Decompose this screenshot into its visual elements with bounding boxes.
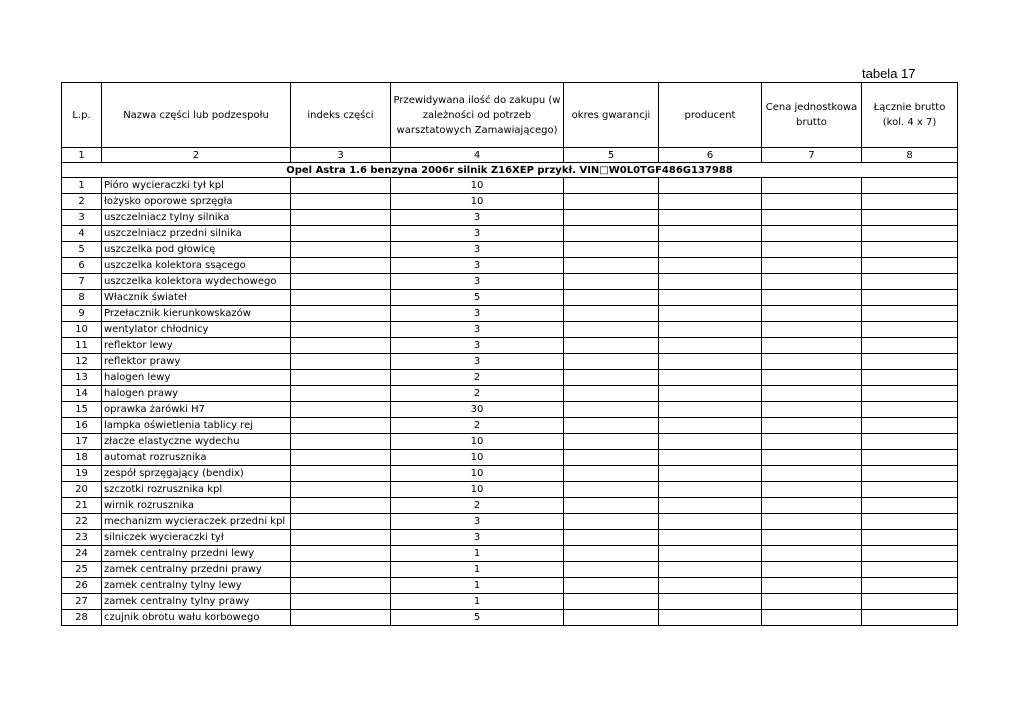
row-unit-price-cell[interactable] [762, 242, 862, 258]
row-total-cell[interactable] [862, 290, 958, 306]
header-producer: producent [659, 83, 762, 148]
row-lp: 19 [62, 466, 102, 482]
row-part-name: mechanizm wycieraczek przedni kpl [102, 514, 291, 530]
row-total-cell[interactable] [862, 274, 958, 290]
row-part-name: czujnik obrotu wału korbowego [102, 610, 291, 626]
row-lp: 24 [62, 546, 102, 562]
row-quantity: 3 [391, 514, 564, 530]
row-quantity: 3 [391, 226, 564, 242]
row-total-cell[interactable] [862, 210, 958, 226]
row-producer-cell[interactable] [659, 546, 762, 562]
row-warranty-cell[interactable] [564, 226, 659, 242]
row-producer-cell[interactable] [659, 242, 762, 258]
row-total-cell[interactable] [862, 514, 958, 530]
row-part-index-cell[interactable] [291, 434, 391, 450]
row-unit-price-cell[interactable] [762, 210, 862, 226]
row-total-cell[interactable] [862, 482, 958, 498]
row-producer-cell[interactable] [659, 226, 762, 242]
row-warranty-cell[interactable] [564, 178, 659, 194]
table-row [62, 514, 958, 530]
column-number-row [62, 148, 958, 163]
row-part-name: uszczelka kolektora wydechowego [102, 274, 291, 290]
row-warranty-cell[interactable] [564, 370, 659, 386]
row-warranty-cell[interactable] [564, 466, 659, 482]
header-part-name: Nazwa części lub podzespołu [102, 83, 291, 148]
row-lp: 6 [62, 258, 102, 274]
row-total-cell[interactable] [862, 402, 958, 418]
row-producer-cell[interactable] [659, 466, 762, 482]
row-unit-price-cell[interactable] [762, 226, 862, 242]
row-part-name: Pióro wycieraczki tył kpl [102, 178, 291, 194]
row-total-cell[interactable] [862, 322, 958, 338]
row-warranty-cell[interactable] [564, 578, 659, 594]
row-part-name: złacze elastyczne wydechu [102, 434, 291, 450]
row-unit-price-cell[interactable] [762, 386, 862, 402]
column-number: 1 [62, 148, 102, 163]
row-producer-cell[interactable] [659, 370, 762, 386]
table-row [62, 610, 958, 626]
row-part-index-cell[interactable] [291, 274, 391, 290]
row-lp: 7 [62, 274, 102, 290]
header-unit-price: Cena jednostkowa brutto [762, 83, 862, 148]
row-unit-price-cell[interactable] [762, 450, 862, 466]
column-number: 2 [102, 148, 291, 163]
row-part-index-cell[interactable] [291, 386, 391, 402]
column-number: 7 [762, 148, 862, 163]
row-total-cell[interactable] [862, 530, 958, 546]
row-part-index-cell[interactable] [291, 562, 391, 578]
row-unit-price-cell[interactable] [762, 402, 862, 418]
row-unit-price-cell[interactable] [762, 434, 862, 450]
row-part-index-cell[interactable] [291, 498, 391, 514]
row-total-cell[interactable] [862, 434, 958, 450]
row-part-index-cell[interactable] [291, 290, 391, 306]
row-producer-cell[interactable] [659, 418, 762, 434]
row-producer-cell[interactable] [659, 210, 762, 226]
row-total-cell[interactable] [862, 258, 958, 274]
row-part-name: oprawka żarówki H7 [102, 402, 291, 418]
row-part-index-cell[interactable] [291, 610, 391, 626]
parts-table [61, 82, 958, 626]
table-row [62, 322, 958, 338]
row-lp: 28 [62, 610, 102, 626]
row-total-cell[interactable] [862, 450, 958, 466]
row-warranty-cell[interactable] [564, 610, 659, 626]
row-quantity: 10 [391, 450, 564, 466]
row-total-cell[interactable] [862, 578, 958, 594]
row-lp: 5 [62, 242, 102, 258]
table-row [62, 242, 958, 258]
row-part-name: reflektor lewy [102, 338, 291, 354]
row-warranty-cell[interactable] [564, 530, 659, 546]
row-total-cell[interactable] [862, 498, 958, 514]
table-row [62, 482, 958, 498]
row-part-name: uszczelniacz przedni silnika [102, 226, 291, 242]
table-row [62, 306, 958, 322]
row-part-name: zamek centralny tylny lewy [102, 578, 291, 594]
row-part-name: zamek centralny przedni lewy [102, 546, 291, 562]
row-part-name: zamek centralny tylny prawy [102, 594, 291, 610]
row-part-index-cell[interactable] [291, 482, 391, 498]
row-warranty-cell[interactable] [564, 194, 659, 210]
row-total-cell[interactable] [862, 370, 958, 386]
row-total-cell[interactable] [862, 594, 958, 610]
row-quantity: 3 [391, 530, 564, 546]
row-unit-price-cell[interactable] [762, 498, 862, 514]
row-part-index-cell[interactable] [291, 338, 391, 354]
row-producer-cell[interactable] [659, 562, 762, 578]
row-lp: 21 [62, 498, 102, 514]
row-warranty-cell[interactable] [564, 562, 659, 578]
row-warranty-cell[interactable] [564, 434, 659, 450]
row-unit-price-cell[interactable] [762, 306, 862, 322]
row-warranty-cell[interactable] [564, 354, 659, 370]
row-part-name: wirnik rozrusznika [102, 498, 291, 514]
row-quantity: 10 [391, 466, 564, 482]
row-lp: 10 [62, 322, 102, 338]
row-part-name: halogen lewy [102, 370, 291, 386]
row-producer-cell[interactable] [659, 594, 762, 610]
row-part-index-cell[interactable] [291, 258, 391, 274]
table-row [62, 210, 958, 226]
row-part-name: zespół sprzęgający (bendix) [102, 466, 291, 482]
row-quantity: 5 [391, 610, 564, 626]
table-row [62, 562, 958, 578]
row-unit-price-cell[interactable] [762, 274, 862, 290]
row-lp: 3 [62, 210, 102, 226]
row-producer-cell[interactable] [659, 274, 762, 290]
row-lp: 22 [62, 514, 102, 530]
row-warranty-cell[interactable] [564, 322, 659, 338]
row-quantity: 3 [391, 242, 564, 258]
row-part-index-cell[interactable] [291, 450, 391, 466]
row-lp: 14 [62, 386, 102, 402]
row-producer-cell[interactable] [659, 610, 762, 626]
row-warranty-cell[interactable] [564, 242, 659, 258]
row-unit-price-cell[interactable] [762, 482, 862, 498]
row-part-index-cell[interactable] [291, 578, 391, 594]
row-total-cell[interactable] [862, 306, 958, 322]
row-lp: 17 [62, 434, 102, 450]
row-total-cell[interactable] [862, 178, 958, 194]
row-lp: 26 [62, 578, 102, 594]
row-unit-price-cell[interactable] [762, 578, 862, 594]
row-part-name: automat rozrusznika [102, 450, 291, 466]
row-lp: 8 [62, 290, 102, 306]
row-quantity: 3 [391, 322, 564, 338]
table-row [62, 178, 958, 194]
row-quantity: 3 [391, 210, 564, 226]
row-producer-cell[interactable] [659, 402, 762, 418]
row-quantity: 10 [391, 434, 564, 450]
row-part-name: reflektor prawy [102, 354, 291, 370]
row-unit-price-cell[interactable] [762, 290, 862, 306]
row-quantity: 30 [391, 402, 564, 418]
table-row [62, 546, 958, 562]
table-row [62, 354, 958, 370]
row-producer-cell[interactable] [659, 354, 762, 370]
row-part-name: uszczelniacz tylny silnika [102, 210, 291, 226]
row-unit-price-cell[interactable] [762, 258, 862, 274]
row-unit-price-cell[interactable] [762, 322, 862, 338]
row-total-cell[interactable] [862, 338, 958, 354]
row-warranty-cell[interactable] [564, 258, 659, 274]
row-unit-price-cell[interactable] [762, 178, 862, 194]
header-part-index: indeks części [291, 83, 391, 148]
row-part-name: uszczelka pod głowicę [102, 242, 291, 258]
table-row [62, 338, 958, 354]
row-part-name: Przełacznik kierunkowskazów [102, 306, 291, 322]
row-total-cell[interactable] [862, 242, 958, 258]
row-warranty-cell[interactable] [564, 386, 659, 402]
row-lp: 23 [62, 530, 102, 546]
header-lp: L.p. [62, 83, 102, 148]
table-row [62, 530, 958, 546]
row-unit-price-cell[interactable] [762, 530, 862, 546]
row-warranty-cell[interactable] [564, 210, 659, 226]
row-quantity: 3 [391, 274, 564, 290]
row-lp: 27 [62, 594, 102, 610]
table-row [62, 434, 958, 450]
row-quantity: 1 [391, 546, 564, 562]
row-total-cell[interactable] [862, 546, 958, 562]
row-producer-cell[interactable] [659, 386, 762, 402]
row-part-index-cell[interactable] [291, 322, 391, 338]
row-producer-cell[interactable] [659, 338, 762, 354]
table-row [62, 274, 958, 290]
row-unit-price-cell[interactable] [762, 514, 862, 530]
row-part-name: silniczek wycieraczki tył [102, 530, 291, 546]
row-producer-cell[interactable] [659, 450, 762, 466]
row-producer-cell[interactable] [659, 194, 762, 210]
row-part-index-cell[interactable] [291, 530, 391, 546]
row-producer-cell[interactable] [659, 530, 762, 546]
row-producer-cell[interactable] [659, 178, 762, 194]
column-number: 6 [659, 148, 762, 163]
row-part-index-cell[interactable] [291, 194, 391, 210]
row-total-cell[interactable] [862, 226, 958, 242]
row-quantity: 3 [391, 306, 564, 322]
row-part-index-cell[interactable] [291, 354, 391, 370]
row-warranty-cell[interactable] [564, 594, 659, 610]
section-title: Opel Astra 1.6 benzyna 2006r silnik Z16XEP przykł. VIN□W0L0TGF486G137988 [62, 163, 958, 178]
row-part-name: lampka oświetlenia tablicy rej [102, 418, 291, 434]
row-total-cell[interactable] [862, 466, 958, 482]
row-part-index-cell[interactable] [291, 178, 391, 194]
row-unit-price-cell[interactable] [762, 594, 862, 610]
table-row [62, 386, 958, 402]
column-number: 5 [564, 148, 659, 163]
table-label: tabela 17 [862, 66, 916, 81]
row-producer-cell[interactable] [659, 434, 762, 450]
row-warranty-cell[interactable] [564, 338, 659, 354]
row-producer-cell[interactable] [659, 306, 762, 322]
row-warranty-cell[interactable] [564, 418, 659, 434]
row-lp: 16 [62, 418, 102, 434]
table-row [62, 466, 958, 482]
row-lp: 25 [62, 562, 102, 578]
row-warranty-cell[interactable] [564, 498, 659, 514]
column-number: 4 [391, 148, 564, 163]
table-row [62, 450, 958, 466]
row-quantity: 2 [391, 386, 564, 402]
column-number: 3 [291, 148, 391, 163]
row-warranty-cell[interactable] [564, 290, 659, 306]
row-lp: 9 [62, 306, 102, 322]
row-part-name: szczotki rozrusznika kpl [102, 482, 291, 498]
row-part-index-cell[interactable] [291, 370, 391, 386]
table-row [62, 578, 958, 594]
row-lp: 15 [62, 402, 102, 418]
table-row [62, 258, 958, 274]
row-warranty-cell[interactable] [564, 274, 659, 290]
row-producer-cell[interactable] [659, 258, 762, 274]
row-producer-cell[interactable] [659, 578, 762, 594]
row-total-cell[interactable] [862, 386, 958, 402]
row-lp: 11 [62, 338, 102, 354]
row-part-index-cell[interactable] [291, 226, 391, 242]
column-number: 8 [862, 148, 958, 163]
row-unit-price-cell[interactable] [762, 354, 862, 370]
row-unit-price-cell[interactable] [762, 466, 862, 482]
header-quantity: Przewidywana ilość do zakupu (w zależności od potrzeb warsztatowych Zamawiającego) [391, 83, 564, 148]
row-producer-cell[interactable] [659, 514, 762, 530]
section-row [62, 163, 958, 178]
table-row [62, 498, 958, 514]
row-total-cell[interactable] [862, 194, 958, 210]
header-total: Łącznie brutto (kol. 4 x 7) [862, 83, 958, 148]
row-part-name: zamek centralny przedni prawy [102, 562, 291, 578]
row-part-index-cell[interactable] [291, 242, 391, 258]
row-part-index-cell[interactable] [291, 546, 391, 562]
row-producer-cell[interactable] [659, 322, 762, 338]
row-unit-price-cell[interactable] [762, 418, 862, 434]
row-warranty-cell[interactable] [564, 482, 659, 498]
row-unit-price-cell[interactable] [762, 370, 862, 386]
row-warranty-cell[interactable] [564, 306, 659, 322]
row-lp: 12 [62, 354, 102, 370]
row-total-cell[interactable] [862, 610, 958, 626]
table-row [62, 226, 958, 242]
row-lp: 2 [62, 194, 102, 210]
row-lp: 1 [62, 178, 102, 194]
row-quantity: 2 [391, 418, 564, 434]
header-row [62, 83, 958, 148]
row-producer-cell[interactable] [659, 482, 762, 498]
table-row [62, 594, 958, 610]
row-quantity: 3 [391, 258, 564, 274]
row-quantity: 5 [391, 290, 564, 306]
row-part-name: uszczelka kolektora ssącego [102, 258, 291, 274]
row-quantity: 10 [391, 194, 564, 210]
row-lp: 18 [62, 450, 102, 466]
row-quantity: 10 [391, 482, 564, 498]
row-unit-price-cell[interactable] [762, 546, 862, 562]
row-part-name: wentylator chłodnicy [102, 322, 291, 338]
table-row [62, 418, 958, 434]
row-producer-cell[interactable] [659, 498, 762, 514]
row-part-index-cell[interactable] [291, 418, 391, 434]
row-quantity: 10 [391, 178, 564, 194]
row-producer-cell[interactable] [659, 290, 762, 306]
row-lp: 4 [62, 226, 102, 242]
row-total-cell[interactable] [862, 354, 958, 370]
row-total-cell[interactable] [862, 562, 958, 578]
row-part-index-cell[interactable] [291, 210, 391, 226]
row-quantity: 3 [391, 338, 564, 354]
row-lp: 20 [62, 482, 102, 498]
row-warranty-cell[interactable] [564, 546, 659, 562]
row-warranty-cell[interactable] [564, 402, 659, 418]
table-row [62, 370, 958, 386]
row-part-name: halogen prawy [102, 386, 291, 402]
row-unit-price-cell[interactable] [762, 610, 862, 626]
row-part-index-cell[interactable] [291, 514, 391, 530]
row-unit-price-cell[interactable] [762, 562, 862, 578]
row-quantity: 2 [391, 370, 564, 386]
row-quantity: 1 [391, 594, 564, 610]
row-quantity: 1 [391, 578, 564, 594]
row-warranty-cell[interactable] [564, 514, 659, 530]
row-part-index-cell[interactable] [291, 466, 391, 482]
table-row [62, 290, 958, 306]
row-part-name: Włacznik świateł [102, 290, 291, 306]
row-warranty-cell[interactable] [564, 450, 659, 466]
table-row [62, 194, 958, 210]
table-row [62, 402, 958, 418]
row-lp: 13 [62, 370, 102, 386]
row-unit-price-cell[interactable] [762, 194, 862, 210]
row-part-name: łożysko oporowe sprzęgła [102, 194, 291, 210]
row-quantity: 3 [391, 354, 564, 370]
row-quantity: 2 [391, 498, 564, 514]
row-part-index-cell[interactable] [291, 594, 391, 610]
row-unit-price-cell[interactable] [762, 338, 862, 354]
row-total-cell[interactable] [862, 418, 958, 434]
row-part-index-cell[interactable] [291, 402, 391, 418]
row-quantity: 1 [391, 562, 564, 578]
header-warranty: okres gwarancji [564, 83, 659, 148]
row-part-index-cell[interactable] [291, 306, 391, 322]
